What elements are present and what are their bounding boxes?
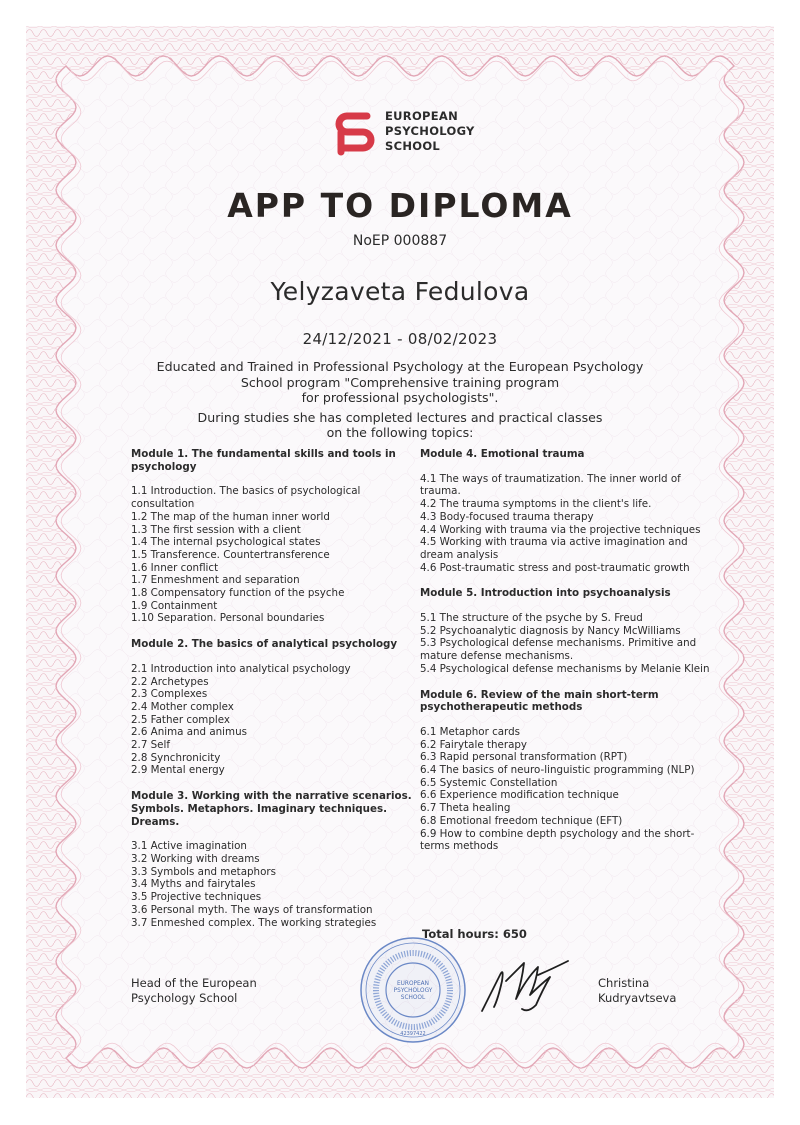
module-topic: 3.7 Enmeshed complex. The working strategies: [131, 916, 377, 929]
module-topic: 6.4 The basics of neuro-linguistic programming (NLP): [420, 764, 695, 777]
module-topic: 2.2 Archetypes: [131, 675, 209, 688]
module-topic: 2.1 Introduction into analytical psychology: [131, 662, 351, 675]
signatory-title: [131, 976, 257, 1005]
module-block: [420, 689, 710, 853]
module-topic: 2.3 Complexes: [131, 688, 208, 701]
module-topic: 6.5 Systemic Constellation: [420, 776, 558, 789]
esp-logo-icon: [333, 108, 377, 158]
module-topic: 1.5 Transference. Countertransference: [131, 548, 330, 561]
module-topic: 5.1 The structure of the psyche by S. Freud: [420, 612, 643, 625]
module-block: [420, 448, 710, 574]
school-logo: [333, 108, 483, 160]
module-title: Module 1. The fundamental skills and tools in psychology: [131, 448, 396, 473]
document-title: APP TO DIPLOMA: [227, 186, 573, 225]
logo-wordmark: [385, 109, 475, 154]
signatory-title-line-1: Head of the European: [131, 976, 257, 990]
module-topic: 6.1 Metaphor cards: [420, 725, 521, 738]
module-topic: 1.10 Separation. Personal boundaries: [131, 612, 325, 625]
module-topic: 6.8 Emotional freedom technique (EFT): [420, 814, 623, 827]
module-topic: 2.6 Anima and animus: [131, 726, 247, 739]
module-topic: 4.5 Working with trauma via active imagination and dream analysis: [420, 536, 688, 561]
signatory-name-line-2: Kudryavtseva: [598, 990, 677, 1005]
module-block: [131, 638, 421, 777]
official-stamp-icon: [358, 935, 468, 1045]
module-topic: 4.1 The ways of traumatization. The inner world of trauma.: [420, 472, 681, 498]
handwritten-signature-icon: [478, 955, 573, 1015]
intro-line-2: School program "Comprehensive training program: [240, 374, 560, 390]
module-topic: 3.5 Projective techniques: [131, 891, 262, 904]
document-number: NoEP 000887: [352, 233, 448, 249]
signatory-name-line-1: Christina: [598, 976, 650, 990]
module-topic: 6.6 Experience modification technique: [420, 789, 619, 802]
module-block: [131, 790, 421, 929]
signatory-title-line-2: Psychology School: [131, 990, 238, 1005]
stamp-line-2: PSYCHOLOGY: [393, 988, 433, 994]
module-title: Module 6. Review of the main short-term psychotherapeutic methods: [420, 688, 659, 714]
logo-line-3: SCHOOL: [385, 139, 441, 153]
module-topic: 1.1 Introduction. The basics of psychological consultation: [131, 485, 361, 511]
module-topic: 1.7 Enmeshment and separation: [131, 574, 300, 587]
module-block: [420, 587, 710, 675]
intro-line-3: for professional psychologists".: [301, 390, 499, 406]
module-topic: 6.2 Fairytale therapy: [420, 738, 528, 751]
module-topic: 1.2 The map of the human inner world: [131, 510, 330, 523]
module-topic: 6.3 Rapid personal transformation (RPT): [420, 751, 628, 764]
module-topic: 3.6 Personal myth. The ways of transformation: [131, 903, 373, 916]
recipient-name: Yelyzaveta Fedulova: [270, 277, 530, 306]
module-topic: 2.7 Self: [131, 739, 171, 752]
module-topic: 4.6 Post-traumatic stress and post-traumatic growth: [420, 561, 690, 574]
intro-text: [120, 359, 680, 441]
total-hours: Total hours: 650: [422, 927, 527, 941]
module-block: [131, 448, 421, 625]
module-topic: 3.1 Active imagination: [131, 840, 247, 853]
module-topic: 6.7 Theta healing: [420, 802, 511, 815]
module-topic: 1.3 The first session with a client: [131, 523, 301, 536]
modules-right-column: [420, 448, 710, 866]
module-topic: 5.2 Psychoanalytic diagnosis by Nancy McWilliams: [420, 624, 681, 637]
stamp-code: 42397422: [400, 1031, 426, 1037]
module-topic: 1.8 Compensatory function of the psyche: [131, 587, 345, 600]
module-topic: 1.6 Inner conflict: [131, 561, 219, 574]
study-dates: 24/12/2021 - 08/02/2023: [302, 330, 498, 348]
module-title: Module 3. Working with the narrative scenarios. Symbols. Metaphors. Imaginary techniques. Dreams.: [131, 790, 412, 828]
module-topic: 2.8 Synchronicity: [131, 751, 221, 764]
module-title: Module 4. Emotional trauma: [420, 448, 585, 460]
intro-line-4: During studies she has completed lectures and practical classes: [197, 409, 603, 425]
intro-line-5: on the following topics:: [326, 425, 474, 441]
module-topic: 4.2 The trauma symptoms in the client's life.: [420, 498, 652, 511]
module-topic: 1.4 The internal psychological states: [131, 536, 321, 549]
module-topic: 3.2 Working with dreams: [131, 852, 260, 865]
module-topic: 2.5 Father complex: [131, 713, 230, 726]
stamp-line-3: SCHOOL: [400, 995, 426, 1001]
stamp-line-1: EUROPEAN: [397, 981, 429, 987]
module-topic: 6.9 How to combine depth psychology and the short-terms methods: [420, 827, 695, 853]
module-topic: 3.4 Myths and fairytales: [131, 878, 256, 891]
module-topic: 4.3 Body-focused trauma therapy: [420, 510, 594, 523]
module-title: Module 5. Introduction into psychoanalysis: [420, 587, 671, 600]
intro-line-1: Educated and Trained in Professional Psychology at the European Psychology: [156, 359, 644, 374]
modules-left-column: [131, 448, 421, 942]
module-title: Module 2. The basics of analytical psychology: [131, 638, 398, 651]
module-topic: 1.9 Containment: [131, 599, 218, 612]
module-topic: 5.4 Psychological defense mechanisms by Melanie Klein: [420, 662, 710, 675]
module-topic: 2.4 Mother complex: [131, 700, 234, 713]
module-topic: 4.4 Working with trauma via the projective techniques: [420, 523, 701, 536]
logo-line-2: PSYCHOLOGY: [385, 124, 475, 138]
module-topic: 3.3 Symbols and metaphors: [131, 865, 276, 878]
signatory-name: [598, 976, 676, 1005]
module-topic: 2.9 Mental energy: [131, 764, 225, 777]
module-topic: 5.3 Psychological defense mechanisms. Primitive and mature defense mechanisms.: [420, 637, 697, 663]
logo-line-1: EUROPEAN: [385, 109, 459, 123]
